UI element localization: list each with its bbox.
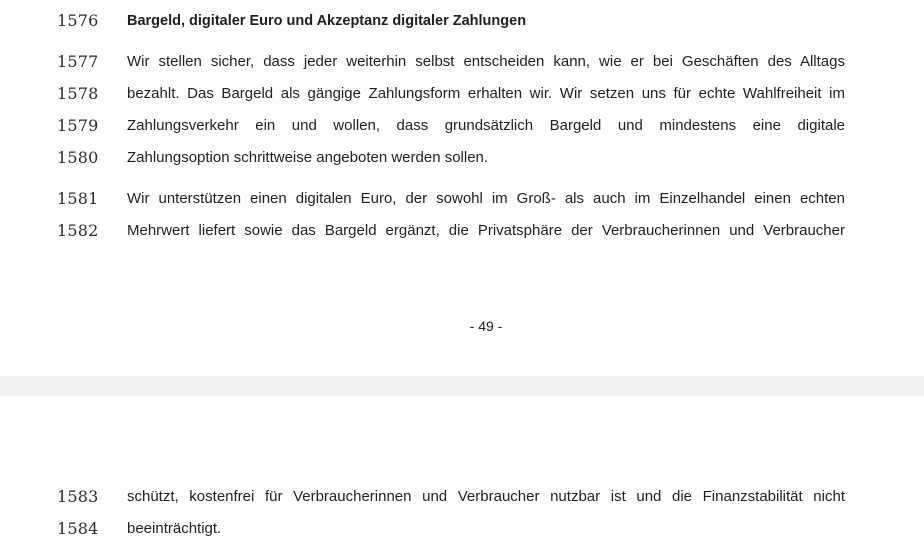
line-1580 [0,142,924,174]
paragraph-line: Wir stellen sicher, dass jeder weiterhin selbst entscheiden kann, wie er bei Geschäften des Alltags [127,53,845,70]
line-number: 1583 [57,487,99,506]
document-page-50 [0,396,924,548]
line-1579 [0,110,924,142]
line-number: 1577 [57,52,99,71]
paragraph-line: schützt, kostenfrei für Verbraucherinnen und Verbraucher nutzbar ist und die Finanzstabilität nicht [127,488,845,505]
page-separator [0,376,924,396]
line-1578 [0,78,924,110]
line-1576 [0,5,924,37]
paragraph-line: bezahlt. Das Bargeld als gängige Zahlungsform erhalten wir. Wir setzen uns für echte Wahlfreiheit im [127,85,845,102]
paragraph-line: Mehrwert liefert sowie das Bargeld ergänzt, die Privatsphäre der Verbraucherinnen und Verbraucher [127,222,845,239]
line-number: 1578 [57,84,99,103]
paragraph-line: beeinträchtigt. [127,520,222,537]
line-1582 [0,215,924,247]
line-number: 1581 [57,189,99,208]
line-1577 [0,46,924,78]
line-number: 1576 [57,11,99,30]
line-1584 [0,513,924,545]
paragraph-line: Zahlungsoption schrittweise angeboten werden sollen. [127,149,489,166]
line-number: 1584 [57,519,99,538]
line-number: 1580 [57,148,99,167]
section-heading: Bargeld, digitaler Euro und Akzeptanz digitaler Zahlungen [127,13,527,29]
line-number: 1579 [57,116,99,135]
line-1581 [0,183,924,215]
paragraph-line: Wir unterstützen einen digitalen Euro, der sowohl im Groß- als auch im Einzelhandel einen echten [127,190,845,207]
paragraph-line: Zahlungsverkehr ein und wollen, dass grundsätzlich Bargeld und mindestens eine digitale [127,117,845,134]
line-1583 [0,481,924,513]
line-number: 1582 [57,221,99,240]
page-number: - 49 - [469,318,503,334]
